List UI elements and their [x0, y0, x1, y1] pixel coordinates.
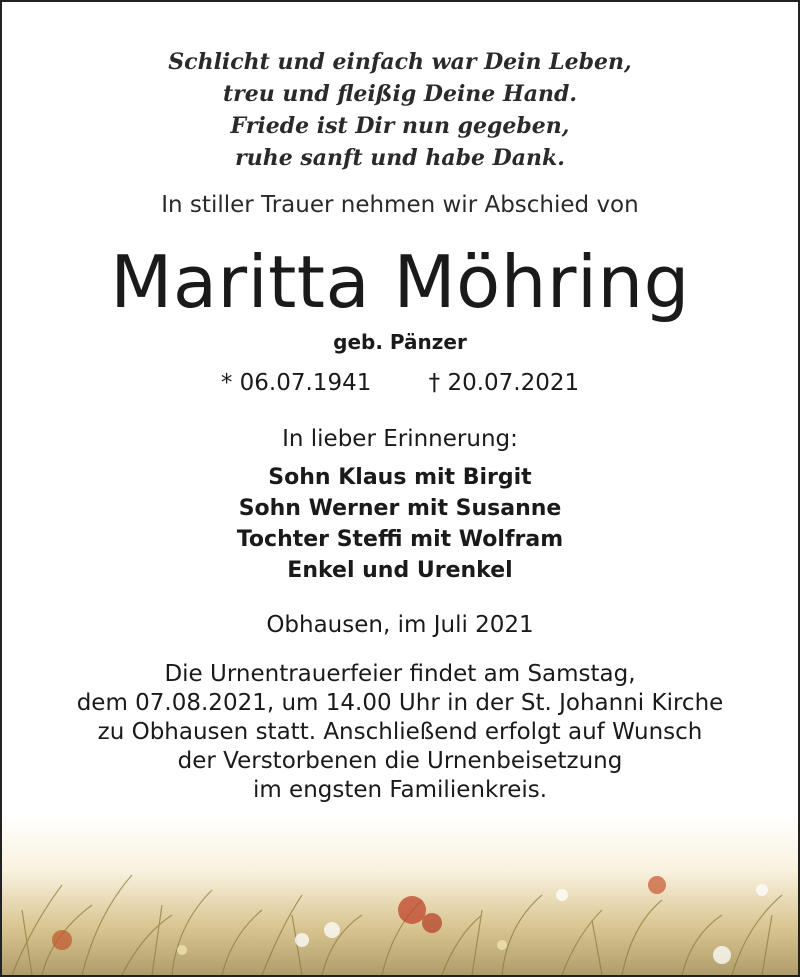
intro-text: In stiller Trauer nehmen wir Abschied von — [161, 192, 639, 218]
ceremony-line: dem 07.08.2021, um 14.00 Uhr in der St. Johanni Kirche — [76, 690, 724, 716]
obituary-content — [2, 2, 798, 805]
life-dates — [2, 368, 798, 398]
birth-date: * 06.07.1941 — [220, 370, 372, 396]
family-member: Enkel und Urenkel — [287, 558, 513, 583]
family-member: Sohn Klaus mit Birgit — [268, 465, 532, 490]
ceremony-line: im engsten Familienkreis. — [252, 777, 548, 803]
poem-line: Schlicht und einfach war Dein Leben, — [168, 49, 632, 75]
poem — [2, 46, 798, 174]
poem-line: Friede ist Dir nun gegeben, — [230, 113, 570, 139]
meadow-background-image — [2, 815, 798, 975]
poem-line: ruhe sanft und habe Dank. — [235, 145, 565, 171]
ceremony-line: zu Obhausen statt. Anschließend erfolgt auf Wunsch — [97, 719, 703, 745]
remember-heading: In lieber Erinnerung: — [282, 426, 518, 452]
ceremony-line: der Verstorbenen die Urnenbeisetzung — [177, 748, 623, 774]
poem-line: treu und fleißig Deine Hand. — [222, 81, 578, 107]
family-member: Sohn Werner mit Susanne — [238, 496, 562, 521]
grass-flowers-illustration — [2, 815, 798, 975]
ceremony-notice — [2, 660, 798, 805]
family-member: Tochter Steffi mit Wolfram — [236, 527, 564, 552]
deceased-name: Maritta Möhring — [110, 240, 690, 324]
death-date: † 20.07.2021 — [428, 370, 580, 396]
family-list — [2, 462, 798, 586]
ceremony-line: Die Urnentrauerfeier findet am Samstag, — [164, 661, 636, 687]
place-date: Obhausen, im Juli 2021 — [266, 612, 534, 638]
birth-name: geb. Pänzer — [333, 330, 467, 354]
